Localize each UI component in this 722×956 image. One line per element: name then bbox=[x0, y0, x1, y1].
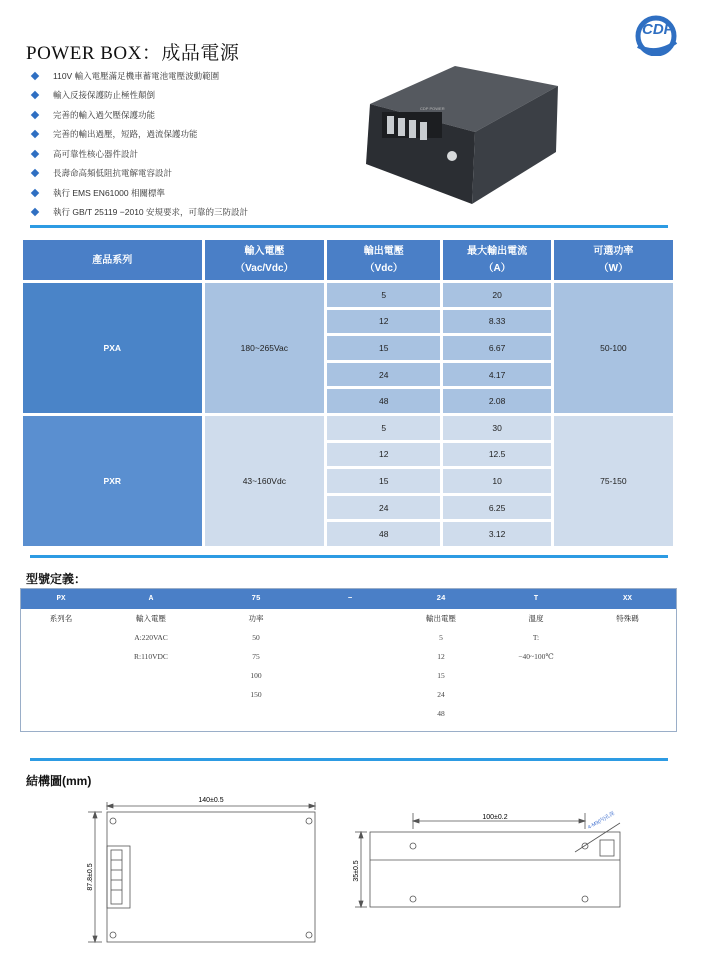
spec-table bbox=[20, 237, 676, 549]
feature-list bbox=[30, 66, 248, 222]
dim-side-width: 100±0.2 bbox=[482, 814, 508, 821]
diamond-bullet-icon bbox=[31, 91, 39, 99]
table-row: 48 2.08 bbox=[23, 389, 673, 413]
diamond-bullet-icon bbox=[31, 111, 39, 119]
table-row: 12 8.33 bbox=[23, 310, 673, 334]
input-cell: 180~265Vac bbox=[205, 283, 324, 413]
feature-item: 執行 GB/T 25119 −2010 安規要求，可靠的三防設計 bbox=[30, 203, 248, 223]
diamond-bullet-icon bbox=[31, 169, 39, 177]
model-row: 150 24 bbox=[250, 690, 445, 699]
structure-title: 結構圖(mm) bbox=[26, 774, 92, 788]
divider bbox=[30, 758, 668, 761]
header-power: 可選功率 （W） bbox=[554, 240, 673, 280]
feature-item: 完善的輸出過壓，短路，過流保護功能 bbox=[30, 125, 248, 145]
feature-item: 高可靠性核心器件設計 bbox=[30, 144, 248, 164]
table-row: 24 4.17 bbox=[23, 363, 673, 387]
table-row: PXA 180~265Vac 5 20 50-100 bbox=[23, 283, 673, 307]
svg-text:CDP: CDP bbox=[642, 21, 674, 38]
product-photo bbox=[360, 64, 560, 209]
series-cell: PXR bbox=[23, 416, 202, 546]
input-cell: 43~160Vdc bbox=[205, 416, 324, 546]
cdp-logo bbox=[630, 12, 688, 56]
dim-side-height: 35±0.5 bbox=[353, 860, 360, 882]
feature-item: 輸入反接保護防止極性顛倒 bbox=[30, 86, 248, 106]
diamond-bullet-icon bbox=[31, 208, 39, 216]
feature-item: 完善的輸入過欠壓保護功能 bbox=[30, 105, 248, 125]
table-row: 15 6.67 bbox=[23, 336, 673, 360]
side-view-drawing bbox=[345, 805, 635, 915]
model-row: 100 15 bbox=[250, 671, 445, 680]
model-row: 系列名 輸入電壓 功率 輸出電壓 溫度 特殊碼 bbox=[49, 614, 639, 623]
table-row: 24 6.25 bbox=[23, 496, 673, 520]
diamond-bullet-icon bbox=[31, 72, 39, 80]
page-title: POWER BOX：成品電源 bbox=[26, 43, 240, 64]
feature-item: 110V 輸入電壓滿足機車蓄電池電壓波動範圍 bbox=[30, 66, 248, 86]
header-current: 最大輸出電流 （A） bbox=[443, 240, 550, 280]
svg-text:CDP POWER: CDP POWER bbox=[420, 106, 445, 111]
power-cell: 50-100 bbox=[554, 283, 673, 413]
model-row: A:220VAC 50 5 T: bbox=[134, 633, 540, 642]
diamond-bullet-icon bbox=[31, 150, 39, 158]
header-input: 輸入電壓 （Vac/Vdc） bbox=[205, 240, 324, 280]
header-output: 輸出電壓 （Vdc） bbox=[327, 240, 440, 280]
feature-item: 長壽命高頻低阻抗電解電容設計 bbox=[30, 164, 248, 184]
model-table bbox=[20, 588, 677, 732]
series-cell: PXA bbox=[23, 283, 202, 413]
header-series: 產品系列 bbox=[23, 240, 202, 280]
power-cell: 75-150 bbox=[554, 416, 673, 546]
table-row: 48 3.12 bbox=[23, 522, 673, 546]
model-header-row: PX A 75 − 24 T XX bbox=[21, 589, 676, 609]
dim-width: 140±0.5 bbox=[198, 797, 224, 804]
hole-note: 4-M3(内)孔深 bbox=[587, 810, 616, 831]
diamond-bullet-icon bbox=[31, 189, 39, 197]
table-row: PXR 43~160Vdc 5 30 75-150 bbox=[23, 416, 673, 440]
front-view-drawing bbox=[80, 790, 330, 950]
model-row: 48 bbox=[437, 709, 445, 718]
dim-height: 87.8±0.5 bbox=[87, 863, 94, 891]
table-row: 12 12.5 bbox=[23, 443, 673, 467]
model-title: 型號定義： bbox=[26, 572, 87, 586]
model-row: R:110VDC 75 12 −40~100℃ bbox=[134, 652, 554, 661]
divider bbox=[30, 555, 668, 558]
divider bbox=[30, 225, 668, 228]
diamond-bullet-icon bbox=[31, 130, 39, 138]
table-row: 15 10 bbox=[23, 469, 673, 493]
feature-item: 執行 EMS EN61000 相關標準 bbox=[30, 183, 248, 203]
